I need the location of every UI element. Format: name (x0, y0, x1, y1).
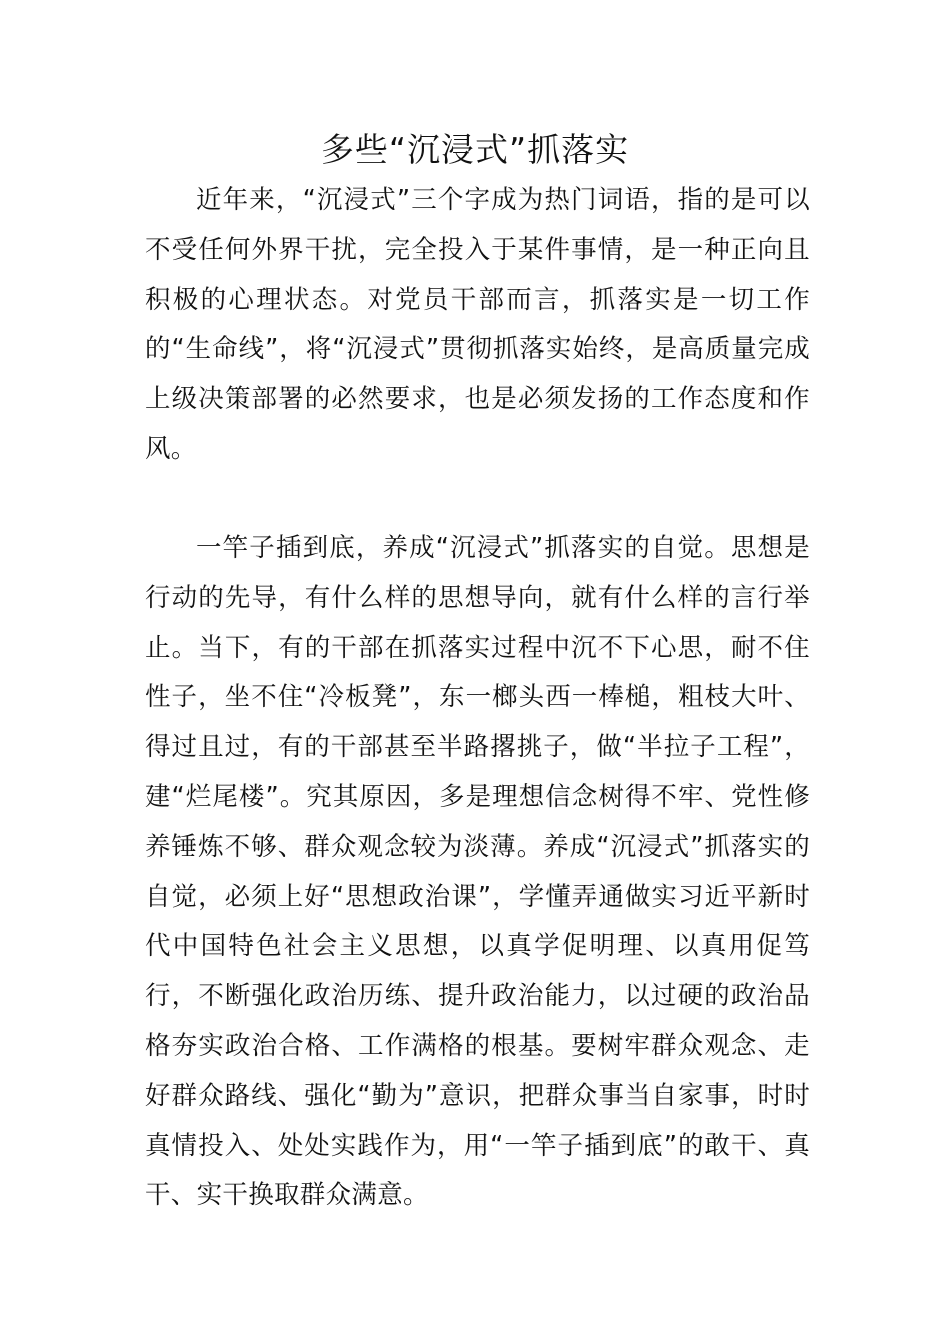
paragraph-body: 一竿子插到底，养成“沉浸式”抓落实的自觉。思想是行动的先导，有什么样的思想导向，就有什么样的言行举止。当下，有的干部在抓落实过程中沉不下心思，耐不住性子，坐不住“冷板凳”，东一榔头西一棒槌，粗枝大叶、得过且过，有的干部甚至半路撂挑子，做“半拉子工程”，建“烂尾楼”。究其原因，多是理想信念树得不牢、党性修养锤炼不够、群众观念较为淡薄。养成“沉浸式”抓落实的自觉，必须上好“思想政治课”，学懂弄通做实习近平新时代中国特色社会主义思想，以真学促明理、以真用促笃行，不断强化政治历练、提升政治能力，以过硬的政治品格夯实政治合格、工作满格的根基。要树牢群众观念、走好群众路线、强化“勤为”意识，把群众事当自家事，时时真情投入、处处实践作为，用“一竿子插到底”的敢干、真干、实干换取群众满意。 (145, 533, 810, 1211)
document-title: 多些“沉浸式”抓落实 (320, 130, 630, 169)
paragraph-intro: 近年来，“沉浸式”三个字成为热门词语，指的是可以不受任何外界干扰，完全投入于某件事情，是一种正向且积极的心理状态。对党员干部而言，抓落实是一切工作的“生命线”，将“沉浸式”贯彻抓落实始终，是高质量完成上级决策部署的必然要求，也是必须发扬的工作态度和作风。 (145, 185, 810, 464)
